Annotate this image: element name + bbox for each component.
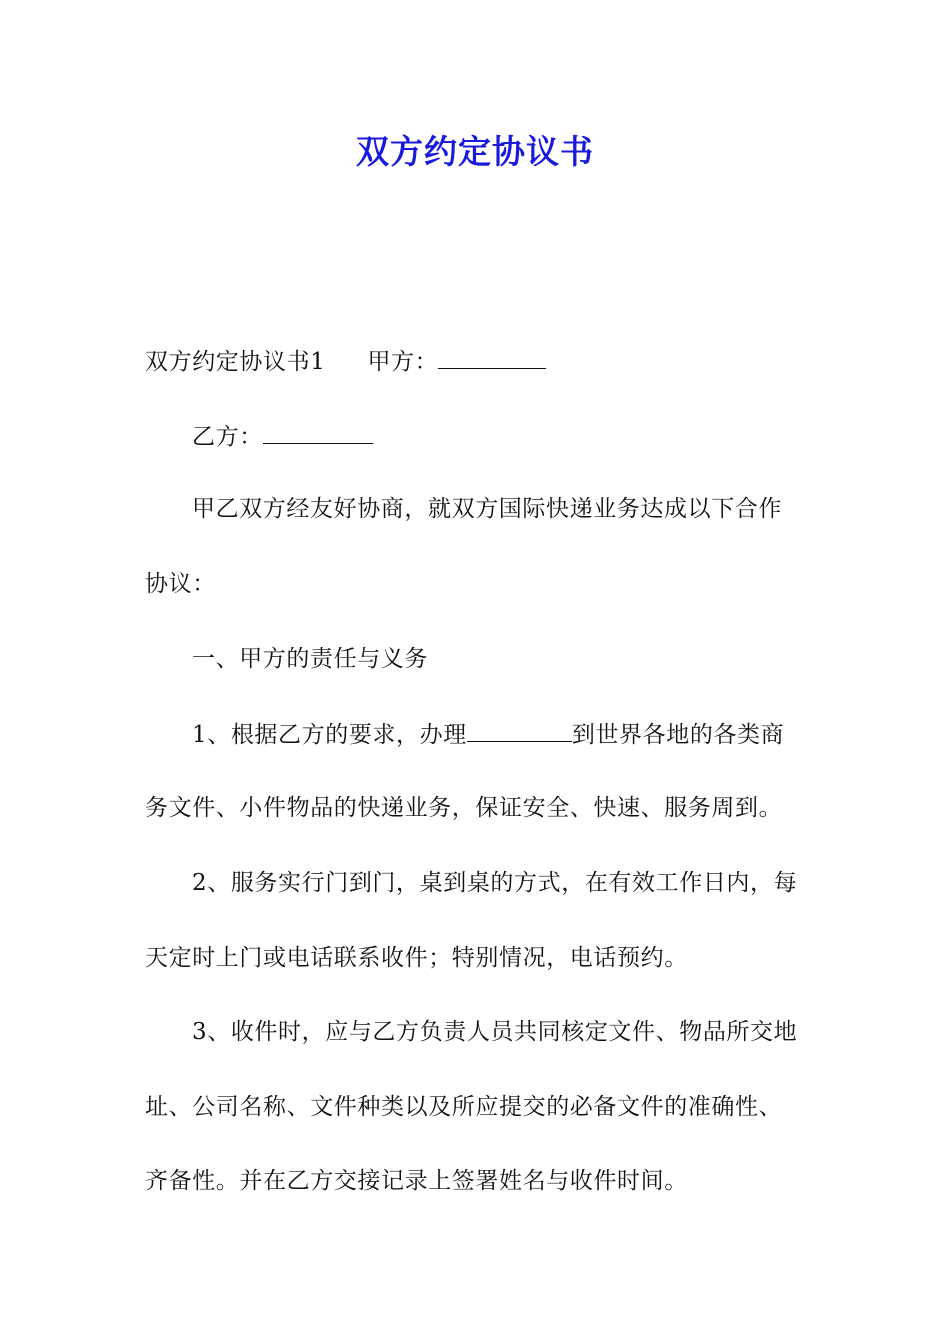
heading-line — [145, 342, 815, 380]
intro-line-2: 协议： — [145, 571, 216, 597]
intro-line-1: 甲乙双方经友好协商，就双方国际快递业务达成以下合作 — [192, 496, 782, 522]
clause-3-line-1: 3、收件时，应与乙方负责人员共同核定文件、物品所交地 — [192, 1019, 798, 1045]
party-b-blank — [263, 417, 373, 444]
agreement-heading: 双方约定协议书1 — [145, 349, 326, 375]
section-1-heading: 一、甲方的责任与义务 — [192, 646, 428, 672]
clause-1-blank — [467, 715, 572, 742]
clause-1-line-1 — [192, 715, 862, 753]
clause-1-text-before: 1、根据乙方的要求，办理 — [192, 722, 467, 748]
document-title: 双方约定协议书 — [356, 132, 594, 171]
clause-1-text-after: 到世界各地的各类商 — [571, 722, 785, 748]
party-a-label: 甲方： — [367, 349, 439, 375]
clause-3-line-2: 址、公司名称、文件种类以及所应提交的必备文件的准确性、 — [145, 1094, 783, 1120]
party-b-label: 乙方： — [192, 424, 263, 450]
clause-2-line-2: 天定时上门或电话联系收件；特别情况，电话预约。 — [145, 945, 688, 971]
clause-3-line-3: 齐备性。并在乙方交接记录上签署姓名与收件时间。 — [145, 1168, 688, 1194]
party-a-blank — [438, 342, 546, 369]
clause-1-line-2: 务文件、小件物品的快递业务，保证安全、快速、服务周到。 — [145, 795, 783, 821]
clause-2-line-1: 2、服务实行门到门，桌到桌的方式，在有效工作日内，每 — [192, 870, 798, 896]
party-b-line — [192, 417, 862, 455]
